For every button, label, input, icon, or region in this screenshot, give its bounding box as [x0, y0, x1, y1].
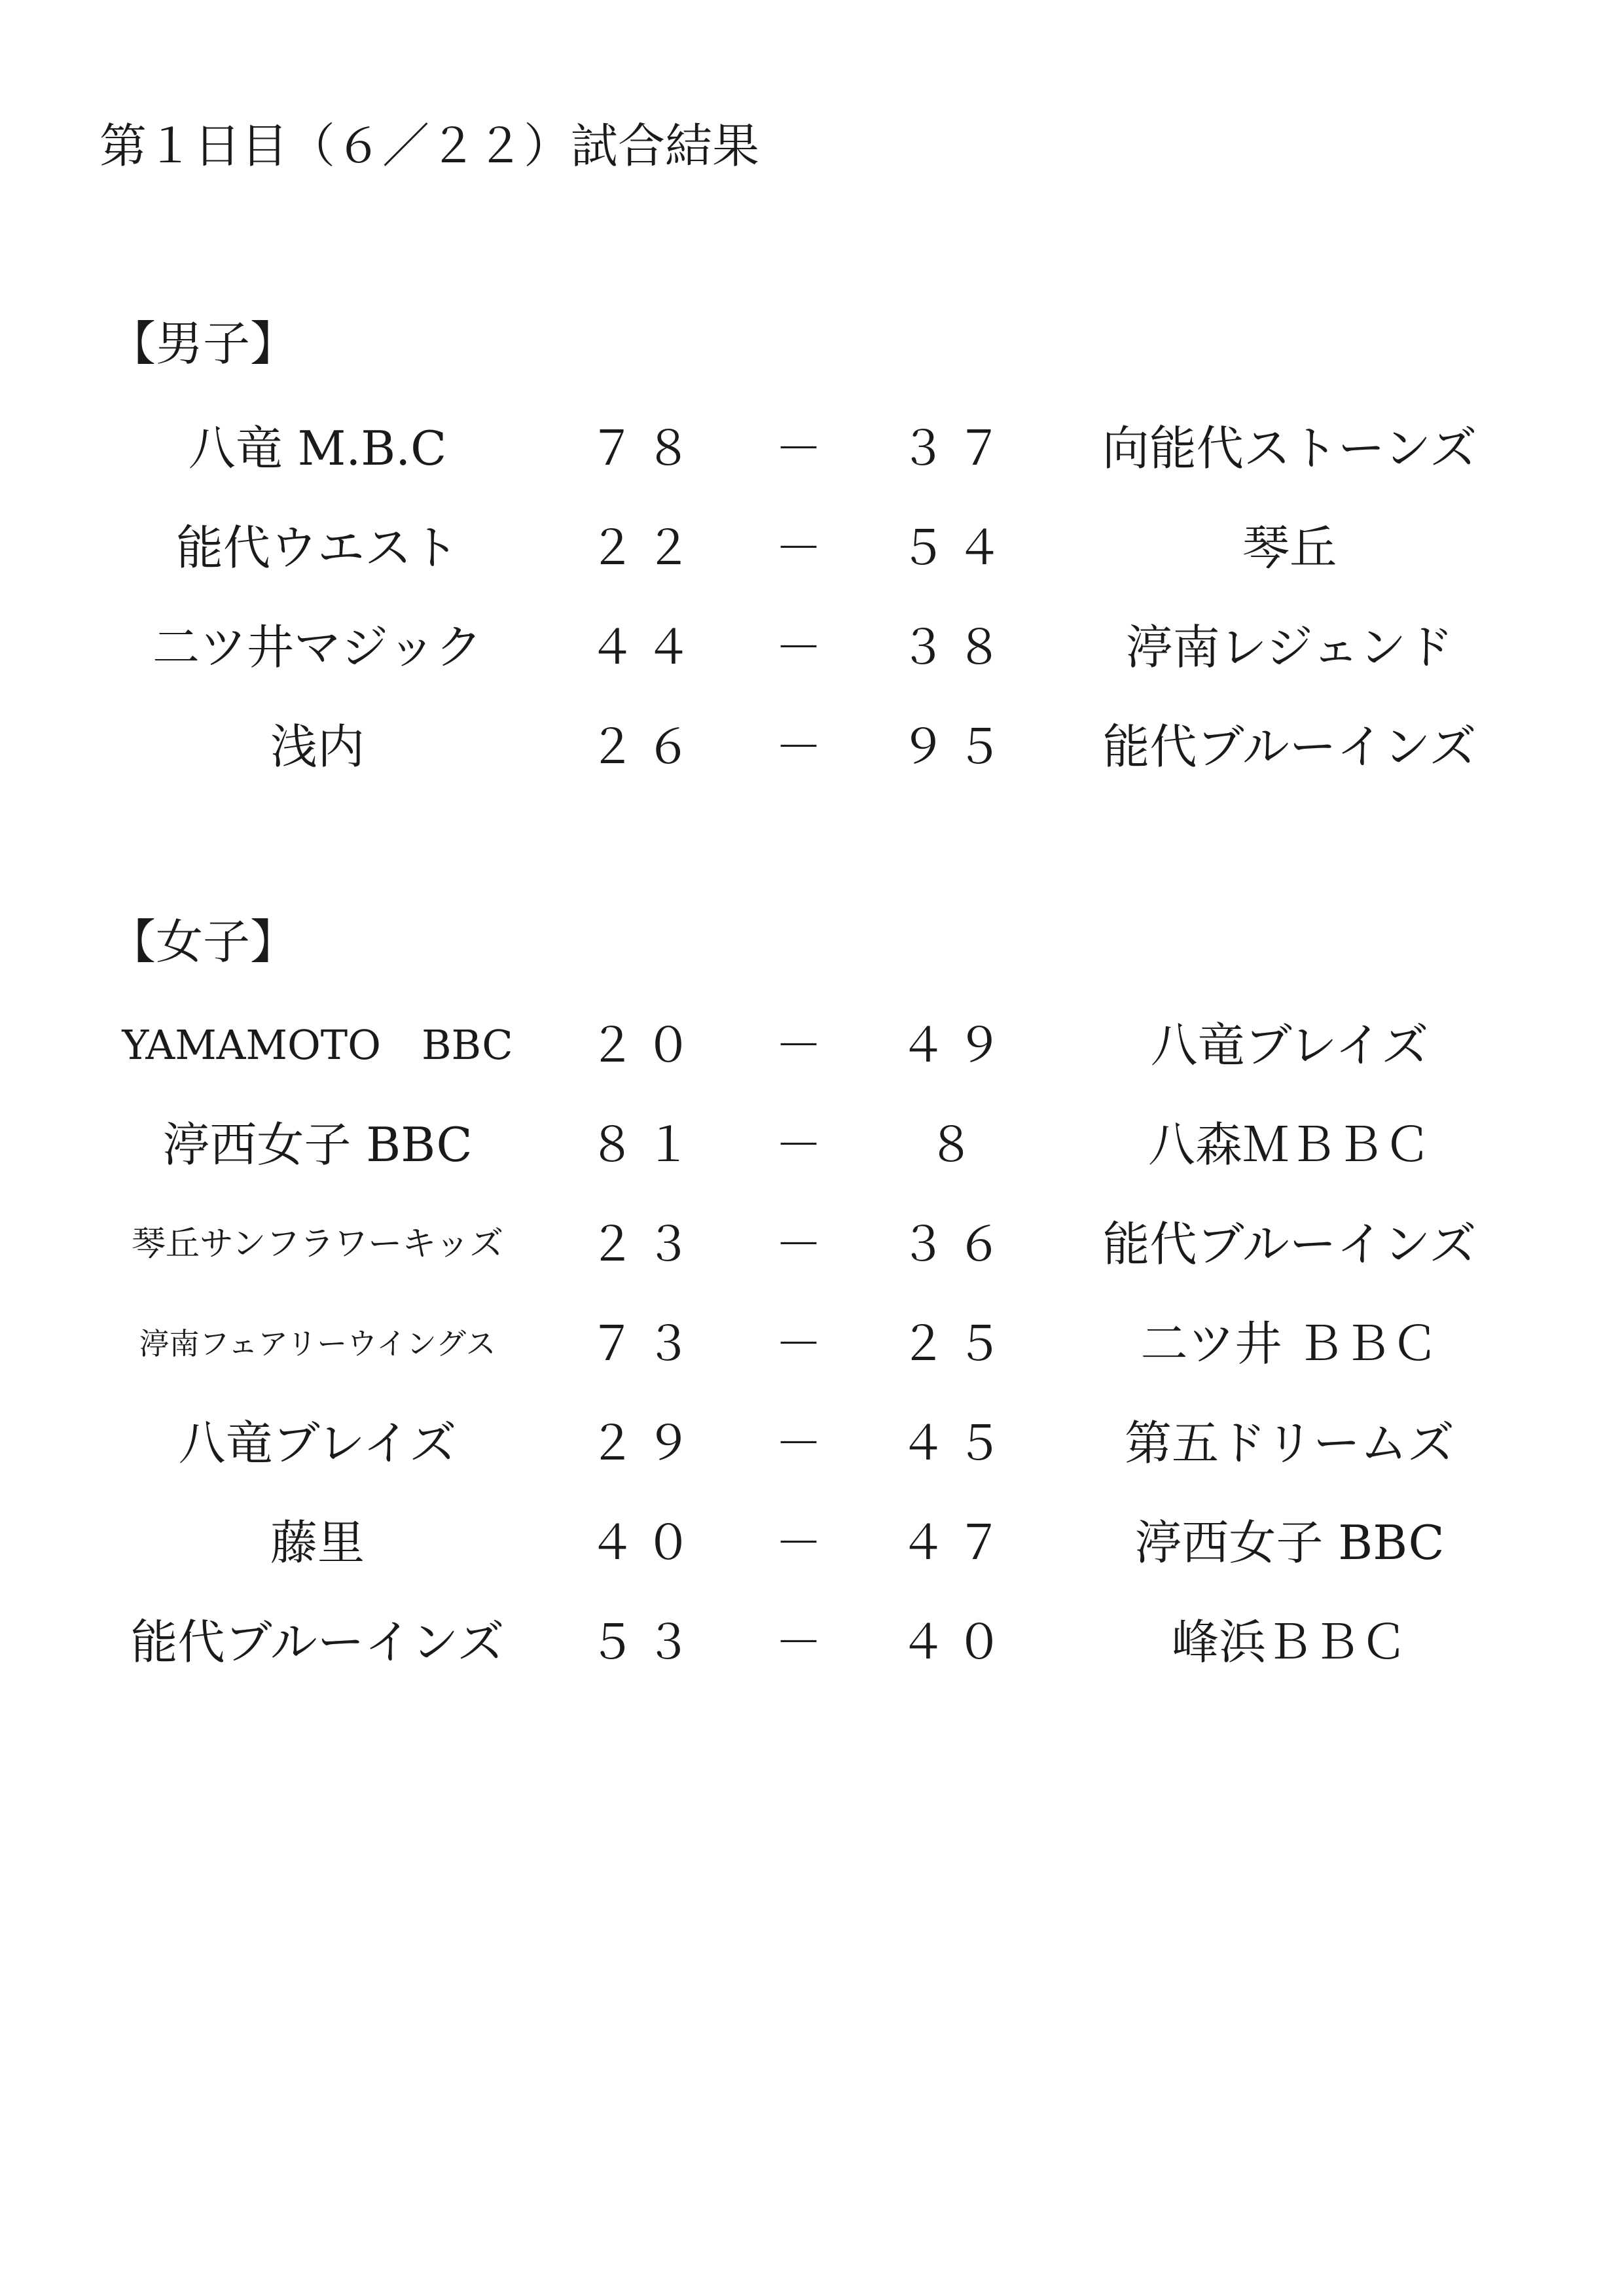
home-team: 八竜 M.B.C: [188, 421, 447, 476]
home-score: ８１: [588, 1117, 701, 1172]
score-separator: －: [774, 1018, 822, 1073]
game-row: [0, 512, 1624, 584]
home-score: ２３: [588, 1217, 701, 1272]
away-team: 八森ＭＢＢＣ: [1147, 1117, 1431, 1172]
home-team: 八竜ブレイズ: [178, 1416, 457, 1471]
home-team: 二ツ井マジック: [152, 620, 482, 675]
home-team: 浅内: [270, 719, 365, 774]
score-separator: －: [774, 1615, 822, 1670]
away-score: ２５: [899, 1316, 1012, 1371]
home-score: ２０: [588, 1018, 701, 1073]
home-team: 渟南フェアリーウイングス: [139, 1326, 496, 1361]
score-separator: －: [774, 421, 822, 476]
game-row: [0, 1507, 1624, 1579]
game-row: [0, 711, 1624, 783]
mens-heading: 【男子】: [109, 316, 298, 371]
away-team: 八竜ブレイズ: [1150, 1018, 1429, 1073]
away-team: 向能代ストーンズ: [1102, 421, 1477, 476]
home-team: 能代ブルーインズ: [130, 1615, 505, 1670]
home-team: 能代ウエスト: [175, 520, 459, 575]
away-score: ４５: [899, 1416, 1012, 1471]
away-score: ３６: [899, 1217, 1012, 1272]
home-score: ２９: [588, 1416, 701, 1471]
away-score: ４０: [899, 1615, 1012, 1670]
score-separator: －: [774, 1217, 822, 1272]
game-row: [0, 412, 1624, 484]
away-team: 渟西女子 BBC: [1134, 1515, 1445, 1570]
score-separator: －: [774, 1416, 822, 1471]
home-score: ７８: [588, 421, 701, 476]
home-score: ７３: [588, 1316, 701, 1371]
game-row: [0, 1308, 1624, 1380]
home-score: ２６: [588, 719, 701, 774]
away-score: ５４: [899, 520, 1012, 575]
away-score: ４９: [899, 1018, 1012, 1073]
away-team: 琴丘: [1242, 520, 1337, 575]
score-separator: －: [774, 1117, 822, 1172]
away-team: 渟南レジェンド: [1125, 620, 1454, 675]
score-separator: －: [774, 520, 822, 575]
home-score: ４４: [588, 620, 701, 675]
page-title: 第１日目（６／２２）試合結果: [99, 118, 760, 173]
away-score: ３７: [899, 421, 1012, 476]
game-row: [0, 1606, 1624, 1678]
home-score: ２２: [588, 520, 701, 575]
womens-heading: 【女子】: [109, 914, 298, 969]
game-row: [0, 611, 1624, 683]
score-separator: －: [774, 719, 822, 774]
home-team: 琴丘サンフラワーキッズ: [131, 1225, 504, 1264]
away-team: 二ツ井 ＢＢＣ: [1140, 1316, 1439, 1371]
home-team: 渟西女子 BBC: [162, 1117, 473, 1172]
home-team: YAMAMOTO BBC: [122, 1021, 513, 1069]
score-separator: －: [774, 620, 822, 675]
away-team: 能代ブルーインズ: [1102, 1217, 1477, 1272]
away-score: ８: [927, 1117, 984, 1172]
away-team: 能代ブルーインズ: [1102, 719, 1477, 774]
home-score: ４０: [588, 1515, 701, 1570]
home-team: 藤里: [270, 1515, 365, 1570]
away-score: ４７: [899, 1515, 1012, 1570]
game-row: [0, 1109, 1624, 1181]
game-row: [0, 1009, 1624, 1081]
away-team: 第五ドリームズ: [1124, 1416, 1454, 1471]
away-score: ９５: [899, 719, 1012, 774]
game-row: [0, 1407, 1624, 1479]
score-separator: －: [774, 1515, 822, 1570]
game-row: [0, 1208, 1624, 1280]
home-score: ５３: [588, 1615, 701, 1670]
away-team: 峰浜ＢＢＣ: [1171, 1615, 1407, 1670]
away-score: ３８: [899, 620, 1012, 675]
score-separator: －: [774, 1316, 822, 1371]
